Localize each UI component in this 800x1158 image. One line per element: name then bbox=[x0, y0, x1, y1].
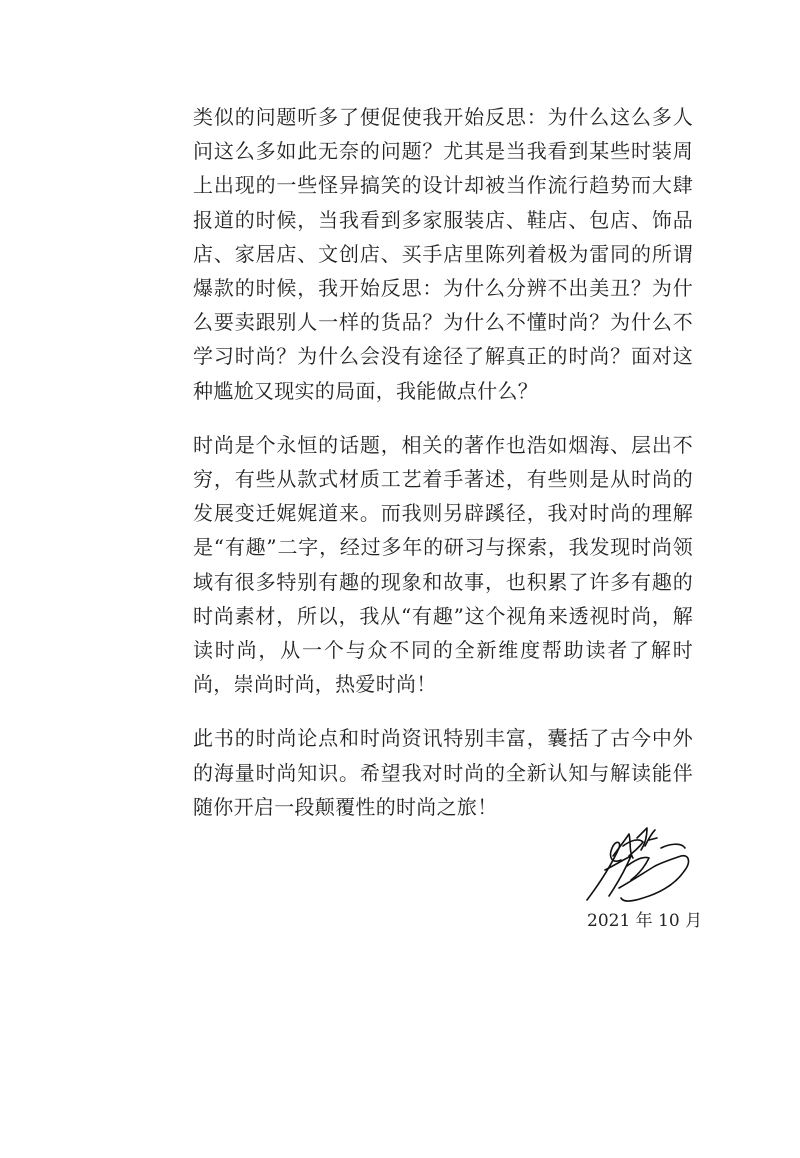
date: 2021 年 10 月 bbox=[587, 911, 703, 931]
signature-icon bbox=[583, 826, 695, 906]
paragraph-3: 此书的时尚论点和时尚资讯特别丰富，囊括了古今中外的海量时尚知识。希望我对时尚的全新认知与解读能伴随你开启一段颠覆性的时尚之旅！ bbox=[193, 726, 693, 819]
body-text bbox=[193, 100, 693, 844]
paragraph-1: 类似的问题听多了便促使我开始反思：为什么这么多人问这么多如此无奈的问题？尤其是当我看到某些时装周上出现的一些怪异搞笑的设计却被当作流行趋势而大肆报道的时候，当我看到多家服装店、鞋店、包店、饰品店、家居店、文创店、买手店里陈列着极为雷同的所谓爆款的时候，我开始反思：为什么分辨不出美丑？为什么要卖跟别人一样的货品？为什么不懂时尚？为什么不学习时尚？为什么会没有途径了解真正的时尚？面对这种尴尬又现实的局面，我能做点什么？ bbox=[193, 105, 693, 403]
paragraph-2: 时尚是个永恒的话题，相关的著作也浩如烟海、层出不穷，有些从款式材质工艺着手著述，有些则是从时尚的发展变迁娓娓道来。而我则另辟蹊径，我对时尚的理解是“有趣”二字，经过多年的研习与探索，我发现时尚领域有很多特别有趣的现象和故事，也积累了许多有趣的时尚素材，所以，我从“有趣”这个视角来透视时尚，解读时尚，从一个与众不同的全新维度帮助读者了解时尚，崇尚时尚，热爱时尚！ bbox=[193, 432, 693, 697]
